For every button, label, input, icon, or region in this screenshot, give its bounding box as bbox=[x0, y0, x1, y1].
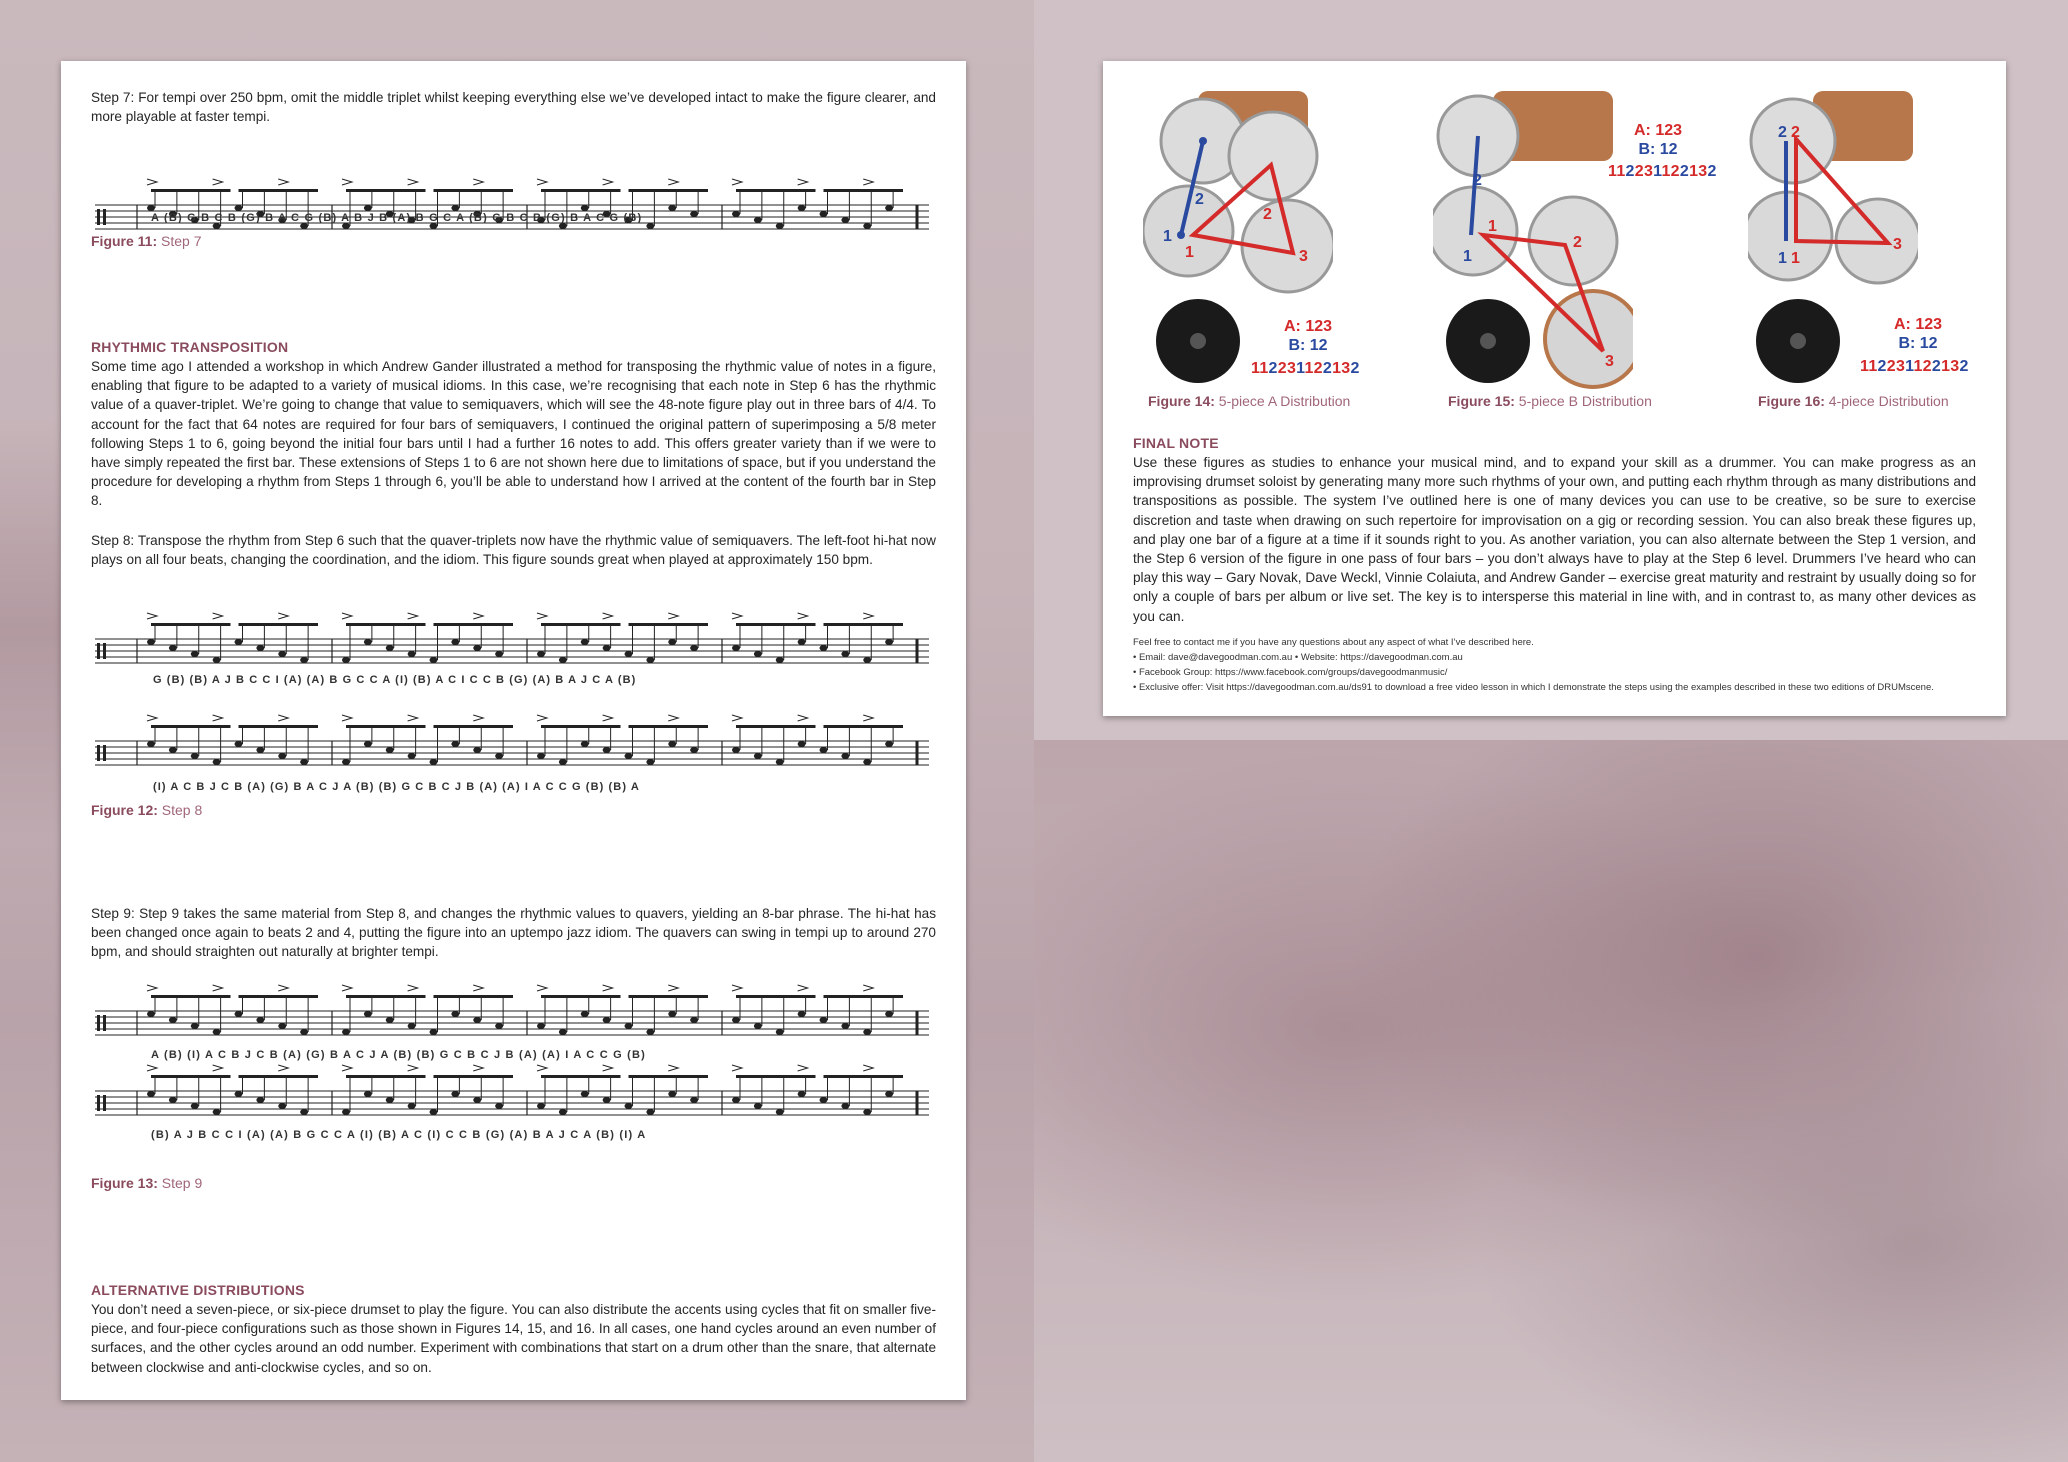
caption-figure-12 bbox=[91, 802, 202, 818]
rhythmic-transposition-heading: RHYTHMIC TRANSPOSITION bbox=[91, 339, 289, 355]
caption-label: Figure 14: bbox=[1148, 393, 1215, 409]
sticking-figure-13-a: A (B) (I) A C B J C B (A) (G) B A C J A (B) (B) G C B C J B (A) (A) I A C C G (B) bbox=[151, 1049, 646, 1061]
left-page bbox=[61, 61, 966, 1400]
final-note-heading: FINAL NOTE bbox=[1133, 435, 1219, 451]
distribution-a: A: 123 bbox=[1283, 318, 1333, 335]
contact-email-link[interactable]: • Email: dave@davegoodman.com.au • Website: https://davegoodman.com.au bbox=[1133, 652, 1463, 663]
rhythmic-transposition-text: Some time ago I attended a workshop in which Andrew Gander illustrated a method for transposing the rhythmic value of notes in a figure, enabling that figure to be adapted to a variety of musical idioms. In this case, we’re recognising that each note in Step 6 has the rhythmic value of a quaver-triplet. We’re going to change that value to semiquavers, which will see the 48-note figure play out in three bars of 4/4. To account for the fact that 64 notes are required for four bars of semiquavers, I continued the original pattern of superimposing a 5/8 meter following Steps 1 to 6, going beyond the initial four bars until I had a further 16 notes to add. This offers greater variety than if we were to have simply repeated the first bar. These extensions of Steps 1 to 6 are not shown here due to limitations of space, but if you understand the procedure for developing a rhythm from Steps 1 through 6, you’ll be able to understand how I arrived at the content of the fourth bar in Step 8. bbox=[91, 359, 936, 509]
distribution-b: B: 12 bbox=[1898, 335, 1938, 352]
caption-figure-11 bbox=[91, 233, 202, 249]
caption-title: Step 9 bbox=[161, 1175, 203, 1191]
distribution-b: B: 12 bbox=[1288, 337, 1328, 354]
drum-number-label: 2 bbox=[1195, 191, 1204, 208]
drum-number-label: 2 bbox=[1473, 172, 1482, 189]
drum-number-label: 1 bbox=[1778, 250, 1787, 267]
distribution-figure-16 bbox=[1883, 315, 1953, 353]
caption-figure-16 bbox=[1758, 393, 1949, 409]
contact-offer-link[interactable]: • Exclusive offer: Visit https://davegoodman.com.au/ds91 to download a free video lesson in which I demonstrate the steps using the examples described in these two editions of DRUMscene. bbox=[1133, 682, 1934, 693]
drum-number-label: 1 bbox=[1791, 250, 1800, 267]
step8-text: Step 8: Transpose the rhythm from Step 6 such that the quaver-triplets now have the rhythmic value of semiquavers. The left-foot hi-hat now plays on all four beats, changing the coordination, and the idiom. This figure sounds great when played at approximately 150 bpm. bbox=[91, 533, 936, 568]
drum-number-label: 3 bbox=[1893, 236, 1902, 253]
sequence-figure-14: 112231122132 bbox=[1251, 360, 1360, 377]
caption-figure-13 bbox=[91, 1175, 202, 1191]
caption-label: Figure 12: bbox=[91, 802, 158, 818]
caption-label: Figure 16: bbox=[1758, 393, 1825, 409]
drum-number-label: 1 bbox=[1488, 218, 1497, 235]
drum-number-label: 3 bbox=[1605, 353, 1614, 370]
step9-text: Step 9: Step 9 takes the same material from Step 8, and changes the rhythmic values to quavers, yielding an 8-bar phrase. The hi-hat has been changed once again to beats 2 and 4, putting the figure into an uptempo jazz idiom. The quavers can swing in tempi up to around 270 bpm, and should straighten out naturally at brighter tempi. bbox=[91, 906, 936, 960]
grunge-texture-left bbox=[0, 420, 60, 840]
staff-figure-12-b bbox=[87, 701, 937, 821]
distribution-a: A: 123 bbox=[1633, 122, 1683, 139]
distribution-b: B: 12 bbox=[1638, 141, 1678, 158]
final-note-text: Use these figures as studies to enhance your musical mind, and to expand your skill as a drummer. You can make progress as an improvising drumset soloist by generating many more such rhythms of your own, and putting each rhythm through as many distributions and transpositions as possible. The system I’ve outlined here is one of many devices you can use to be creative, so be sure to exercise discretion and taste when drawing on such repertoire for improvisation on a gig or recording session. You can also break these figures up, and play one bar of a figure at a time if it sounds right to you. As another variation, you can also alternate between the Step 1 version, and the Step 6 version of the figure in one pass of four bars – you don’t always have to play at the Step 6 level. Drummers I’ve heard who can play this way – Gary Novak, Dave Weckl, Vinnie Colaiuta, and Andrew Gander – exercise great maturity and restraint by usually doing so for only a couple of bars per album or live set. The key is to intersperse this material in line with, and in contrast to, as many other devices as you can. bbox=[1133, 455, 1976, 624]
sequence-figure-16: 112231122132 bbox=[1860, 358, 1969, 375]
sticking-figure-12-b: (I) A C B J C B (A) (G) B A C J A (B) (B) G C B C J B (A) (A) I A C C G (B) (B) A bbox=[153, 781, 640, 793]
contact-facebook-link[interactable]: • Facebook Group: https://www.facebook.com/groups/davegoodmanmusic/ bbox=[1133, 667, 1448, 678]
staff-figure-13-b bbox=[87, 1051, 937, 1171]
drum-number-label: 2 bbox=[1778, 124, 1787, 141]
drum-number-label: 2 bbox=[1573, 234, 1582, 251]
contact-intro: Feel free to contact me if you have any questions about any aspect of what I’ve described here. bbox=[1133, 637, 1534, 648]
distribution-figure-15 bbox=[1623, 121, 1693, 159]
sticking-figure-11: A (B) G B C B (G) B A C G (B) A B J B (A) B G C A (B) G B C B (G) B A C G (B) bbox=[151, 212, 643, 224]
distribution-figure-14 bbox=[1273, 317, 1343, 355]
alternative-distributions-heading: ALTERNATIVE DISTRIBUTIONS bbox=[91, 1282, 305, 1298]
drum-number-label: 3 bbox=[1299, 248, 1308, 265]
step7-text: Step 7: For tempi over 250 bpm, omit the middle triplet whilst keeping everything else we’ve developed intact to make the figure clearer, and more playable at faster tempi. bbox=[91, 90, 936, 125]
sequence-figure-15: 112231122132 bbox=[1608, 163, 1717, 180]
drum-number-label: 2 bbox=[1263, 206, 1272, 223]
caption-label: Figure 15: bbox=[1448, 393, 1515, 409]
caption-figure-14 bbox=[1148, 393, 1350, 409]
right-page bbox=[1103, 61, 2006, 716]
caption-label: Figure 13: bbox=[91, 1175, 158, 1191]
caption-title: 4-piece Distribution bbox=[1828, 393, 1949, 409]
caption-title: Step 7 bbox=[161, 233, 202, 249]
sticking-figure-12-a: G (B) (B) A J B C C I (A) (A) B G C C A (I) (B) A C I C C B (G) (A) B A J C A (B) bbox=[153, 674, 637, 686]
caption-title: 5-piece A Distribution bbox=[1218, 393, 1351, 409]
caption-title: 5-piece B Distribution bbox=[1518, 393, 1652, 409]
sticking-figure-13-b: (B) A J B C C I (A) (A) B G C C A (I) (B) A C (I) C C B (G) (A) B A J C A (B) (I) A bbox=[151, 1129, 647, 1141]
caption-figure-15 bbox=[1448, 393, 1652, 409]
drum-kit-figure-15 bbox=[1433, 81, 1633, 391]
caption-title: Step 8 bbox=[161, 802, 203, 818]
distribution-a: A: 123 bbox=[1893, 316, 1943, 333]
drum-number-label: 2 bbox=[1791, 124, 1800, 141]
drum-number-label: 1 bbox=[1185, 244, 1194, 261]
drum-number-label: 1 bbox=[1163, 228, 1172, 245]
drum-number-label: 1 bbox=[1463, 248, 1472, 265]
caption-label: Figure 11: bbox=[91, 233, 158, 249]
alternative-distributions-text: You don’t need a seven-piece, or six-piece drumset to play the figure. You can also distribute the accents using cycles that fit on smaller five-piece, and four-piece configurations such as those shown in Figures 14, 15, and 16. In all cases, one hand cycles around an even number of surfaces, and the other cycles around an odd number. Experiment with combinations that start on a drum other than the snare, that alternate between clockwise and anti-clockwise cycles, and so on. bbox=[91, 1302, 936, 1375]
grunge-texture bbox=[1034, 740, 2068, 1462]
